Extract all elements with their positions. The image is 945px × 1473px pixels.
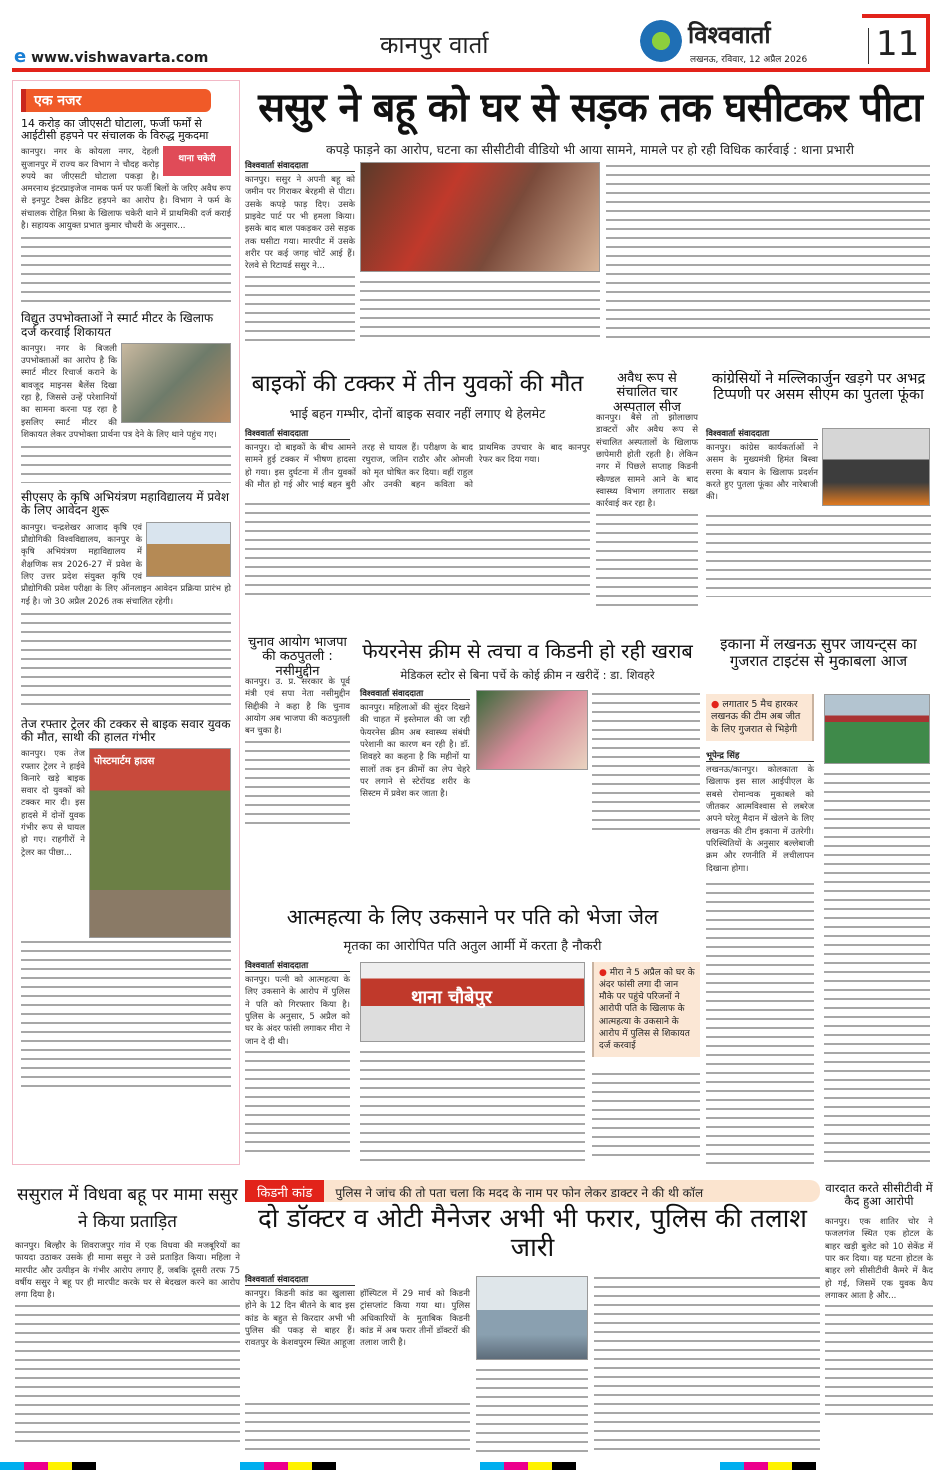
suicide-highlight: ● मीरा ने 5 अप्रैल को घर के अंदर फांसी लगा दी जान मौके पर पहुंचे परिजनों ने आरोपी पति के खिलाफ के आत्महत्या के उकसाने के आरोप में पुलिस से शिकायत दर्ज करवाई <box>592 962 700 1057</box>
hospital-photo <box>476 1276 588 1360</box>
chaubepur-photo: थाना चौबेपुर <box>360 962 585 1042</box>
election-body: कानपुर। उ. प्र. सरकार के पूर्व मंत्री एवं सपा नेता नसीमुद्दीन सिद्दीकी ने कहा है कि चुनाव आयोग अब भाजपा की कठपुतली बन चुका है। <box>245 677 350 737</box>
gst-body: कानपुर। नगर के कोयला नगर, देहली सुजानपुर में राज्य कर विभाग ने चौदह करोड़ रुपये का जीएसटी घोटाला पकड़ा है। अमरनाथ इंटरप्राइजेज नामक फर्म पर फर्जी बिलों के जरिए अवैध रूप से इनपुट टैक्स क्रेडिट हड़पने का आरोप है। विभाग ने फर्म के संचालक रोहित मिश्रा के खिलाफ चकेरी थाने में प्राथमिकी दर्ज कराई है। सहायक आयुक्त प्रभात कुमार चौधरी के अनुसार... <box>21 147 231 232</box>
csa-headline: सीएसए के कृषि अभियंत्रण महाविद्यालय में प्रवेश के लिए आवेदन शुरू <box>21 490 229 518</box>
widow-body: कानपुर। बिल्हौर के शिवराजपुर गांव में एक विधवा की मजबूरियों का फायदा उठाकर उसके ही मामा ससुर ने उसे प्रताड़ित किया। महिला ने मारपीट और उत्पीड़न के गंभीर आरोप लगाए हैं, जबकि दूसरी तरफ 75 वर्षीय ससुर ने बहू पर ही मारपीट करके घर से बेदखल करने का आरोप लगा दिया है। <box>15 1241 240 1301</box>
hospital-headline: अवैध रूप से संचालित चार अस्पताल सीज <box>613 371 681 415</box>
cream-body: कानपुर। महिलाओं की सुंदर दिखने की चाहत में इस्तेमाल की जा रही फेयरनेस क्रीम अब स्वास्थ्य संबंधी परेशानी का कारण बन रही है। डॉ. शिवहरे का कहना है कि महीनों या सालों तक इन क्रीमों का लेप चेहरे पर लगाने से स्टेरॉयड शरीर के सिस्टम में प्रवेश कर जाता है। <box>360 703 470 800</box>
csa-body: कानपुर। चन्द्रशेखर आजाद कृषि एवं प्रौद्योगिकी विश्वविद्यालय, कानपुर के कृषि अभियंत्रण महाविद्यालय में शैक्षणिक सत्र 2026-27 में प्रवेश के लिए उत्तर प्रदेश संयुक्त कृषि एवं प्रौद्योगिकी प्रवेश परीक्षा के लिए ऑनलाइन आवेदन प्रक्रिया प्रारंभ हो गई है। जो 30 अप्रैल 2026 तक संचालित रहेगी। <box>21 522 231 607</box>
ekana-byline: भूपेन्द्र सिंह <box>706 750 814 762</box>
brand-name: विश्ववार्ता <box>688 21 771 49</box>
postmortem-photo: पोस्टमार्टम हाउस <box>89 748 231 938</box>
ek-nazar-label: एक नजर <box>21 89 211 112</box>
smart-meter-headline: विद्युत उपभोक्ताओं ने स्मार्ट मीटर के खिलाफ दर्ज करवाई शिकायत <box>21 311 214 339</box>
trailer-headline: तेज रफ्तार ट्रेलर की टक्कर से बाइक सवार युवक की मौत, साथी की हालत गंभीर <box>21 716 231 744</box>
trailer-body: कानपुर। एक तेज रफ्तार ट्रेलर ने हाईवे किनारे खड़े बाइक सवार दो युवकों को टक्कर मार दी। इस हादसे में दोनों युवक गंभीर रूप से घायल हो गए। राहगीरों ने ट्रेलर का पीछा... <box>21 749 85 858</box>
cream-subhead: मेडिकल स्टोर से बिना पर्चे के कोई क्रीम न खरीदें : डा. शिवहरे <box>400 668 655 682</box>
stadium-photo <box>824 694 930 764</box>
bullet-icon: ● <box>599 968 607 978</box>
kidney-body: कानपुर। किडनी कांड का खुलासा होने के 12 दिन बीतने के बाद इस कांड के बहुत से किरदार अभी भी पुलिस की पकड़ से बाहर हैं। रावतपुर के केशवपुरम स्थित आहूजा हॉस्पिटल में 29 मार्च को किडनी ट्रांसप्लांट किया गया था। पुलिस अधिकारियों के मुताबिक किडनी कांड में अब फरार तीनों डॉक्टरों की तलाश जारी है। <box>245 1289 470 1349</box>
widow-headline: ससुराल में विधवा बहू पर मामा ससुर ने किया प्रताड़ित <box>16 1185 239 1233</box>
kidney-kicker-line: पुलिस ने जांच की तो पता चला कि मदद के नाम पर फोन लेकर डाक्टर ने की थी कॉल <box>335 1186 704 1200</box>
website-url[interactable]: e www.vishwavarta.com <box>14 46 209 67</box>
lead-photo <box>360 162 600 272</box>
lead-byline: विश्ववार्ता संवाददाता <box>245 160 355 172</box>
browser-icon: e <box>14 46 27 67</box>
brand-logo <box>640 20 682 62</box>
gst-headline: 14 करोड़ का जीएसटी घोटाला, फर्जी फर्मों से आईटीसी हड़पने पर संचालक के विरुद्ध मुकदमा <box>21 117 209 143</box>
hospital-body: कानपुर। बैसे तो झोलाछाप डाक्टरों और अवैध रूप से संचालित अस्पतालों के खिलाफ छापेमारी होती रहती है। लेकिन नगर में पिछले सप्ताह किडनी स्कैण्डल सामने आने के बाद स्वास्थ्य विभाग लगातार सख्त कार्रवाई कर रहा है। <box>596 413 698 510</box>
bike-byline: विश्ववार्ता संवाददाता <box>245 428 350 440</box>
ekana-headline: इकाना में लखनऊ सुपर जायन्ट्स का गुजरात टाइटंस से मुकाबला आज <box>720 635 917 670</box>
csa-photo <box>146 522 231 577</box>
ekana-highlight: ● लगातार 5 मैच हारकर लखनऊ की टीम अब जीत के लिए गुजरात से भिड़ेगी <box>706 694 814 741</box>
kidney-kicker-bar <box>245 1180 820 1202</box>
lead-subhead: कपड़े फाड़ने का आरोप, घटना का सीसीटीवी वीडियो भी आया सामने, मामले पर हो रही विधिक कार्रवाई : थाना प्रभारी <box>325 142 854 157</box>
suicide-byline: विश्ववार्ता संवाददाता <box>245 960 350 972</box>
congress-byline: विश्ववार्ता संवाददाता <box>706 428 818 440</box>
congress-body: कानपुर। कांग्रेस कार्यकर्ताओं ने असम के मुख्यमंत्री हिमंत बिस्वा सरमा के बयान के खिलाफ प्रदर्शन करते हुए पुतला फूंका और नारेबाजी की। <box>706 443 818 503</box>
cctv-headline: वारदात करते सीसीटीवी में कैद हुआ आरोपी <box>825 1181 933 1208</box>
color-registration-bar <box>0 1462 945 1470</box>
gst-photo: थाना चकेरी <box>163 146 231 176</box>
ekana-body: लखनऊ/कानपुर। कोलकाता के खिलाफ इस साल आईपीएल के सबसे रोमान्चक मुकाबले को जीतकर आत्मविश्वास से लबरेज अपने घरेलू मैदान में खेलने के लिए लखनऊ की टीम इकाना में उतरेगी। परिस्थितियों के अनुसार बल्लेबाजी क्रम और रणनीति में लचीलापन दिखाना होगा। <box>706 765 814 874</box>
cctv-body: कानपुर। एक शातिर चोर ने फजलगंज स्थित एक होटल के बाहर खड़ी बुलेट को 10 सेकेंड में पार कर दिया। यह घटना होटल के बाहर लगे सीसीटीवी कैमरे में कैद हो गई, जिसमें एक युवक कैप लगाकर आता है और... <box>825 1217 933 1301</box>
left-column <box>12 80 240 1165</box>
dateline: लखनऊ, रविवार, 12 अप्रैल 2026 <box>690 55 808 65</box>
bike-body: कानपुर। दो बाइकों के बीच आमने सामने हुई टक्कर में भीषण हादसा हो गया। इस दुर्घटना में तीन युवकों की मौत हो गई और भाई बहन बुरी तरह से घायल हैं। परीक्षण के बाद रघुराज, जतिन राठौर और ओमजी को मृत घोषित कर दिया। वहीं राहुल और उनकी बहन कविता को प्राथमिक उपचार के बाद कानपुर रेफर कर दिया गया। <box>245 443 590 490</box>
page-number: 11 <box>876 24 920 64</box>
kidney-byline: विश्ववार्ता संवाददाता <box>245 1274 355 1286</box>
smart-meter-body: कानपुर। नगर के बिजली उपभोक्ताओं का आरोप है कि स्मार्ट मीटर रिचार्ज कराने के बावजूद माइनस बैलेंस दिखा रहा है, जिससे उन्हें परेशानियों का सामना करना पड़ रहा है इसलिए स्मार्ट मीटर की शिकायत लेकर उपभोक्ता प्रार्थना पत्र देने के लिए थाने पहुंच गए। <box>21 343 217 440</box>
bike-subhead: भाई बहन गम्भीर, दोनों बाइक सवार नहीं लगाए थे हेलमेट <box>289 406 546 421</box>
cream-photo <box>476 690 588 770</box>
kidney-kicker: किडनी कांड <box>245 1180 324 1202</box>
cream-byline: विश्ववार्ता संवाददाता <box>360 688 470 700</box>
page-number-box <box>862 14 930 72</box>
suicide-headline: आत्महत्या के लिए उकसाने पर पति को भेजा जेल <box>286 905 659 929</box>
bike-headline: बाइकों की टक्कर में तीन युवकों की मौत <box>251 371 584 397</box>
effigy-photo <box>822 428 930 506</box>
suicide-body: कानपुर। पत्नी को आत्महत्या के लिए उकसाने के आरोप में पुलिस ने पति को गिरफ्तार किया है। पुलिस के अनुसार, 5 अप्रैल को घर के अंदर फांसी लगाकर मीरा ने जान दे दी थी। <box>245 975 350 1047</box>
lead-headline: ससुर ने बहू को घर से सड़क तक घसीटकर पीटा <box>258 85 922 131</box>
suicide-subhead: मृतका का आरोपित पति अतुल आर्मी में करता है नौकरी <box>343 939 602 954</box>
header-rule <box>12 68 930 72</box>
election-headline: चुनाव आयोग भाजपा की कठपुतली : नसीमुद्दीन <box>248 635 347 679</box>
congress-headline: कांग्रेसियों ने मल्लिकार्जुन खड़गे पर अभद्र टिप्पणी पर असम सीएम का पुतला फूंका <box>711 371 926 403</box>
section-title: कानपुर वार्ता <box>380 31 489 59</box>
lead-body: कानपुर। ससुर ने अपनी बहू को जमीन पर गिराकर बेरहमी से पीटा। उसके कपड़े फाड़ दिए। उसके प्राइवेट पार्ट पर भी हमला किया। इसके बाद बाल पकड़कर उसे सड़क तक घसीटा गया। मारपीट में उसके शरीर पर कई जगह चोटें आई हैं। रेलवे से रिटायर्ड ससुर ने... <box>245 175 355 272</box>
smart-meter-photo <box>121 343 231 423</box>
bullet-icon: ● <box>711 699 720 710</box>
cream-headline: फेयरनेस क्रीम से त्वचा व किडनी हो रही खराब <box>362 639 693 663</box>
kidney-headline: दो डॉक्टर व ओटी मैनेजर अभी भी फरार, पुलिस की तलाश जारी <box>257 1204 807 1263</box>
